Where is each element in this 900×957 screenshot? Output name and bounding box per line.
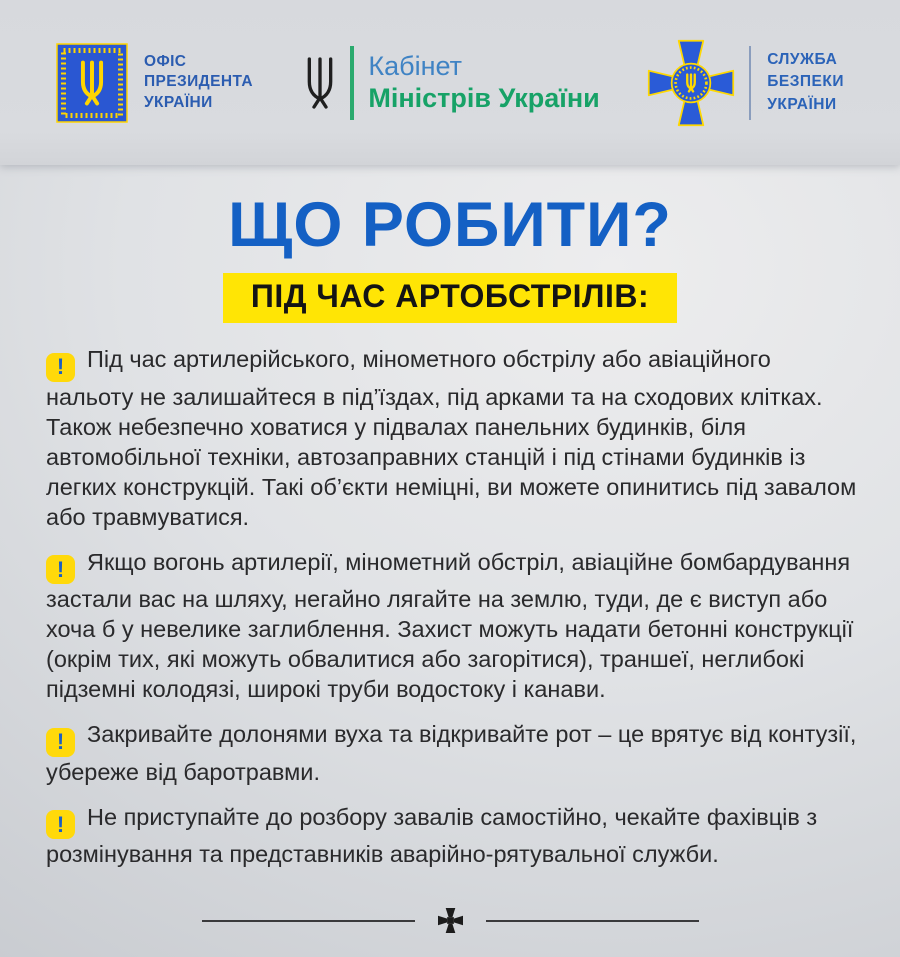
logo-cabinet-ministers: [300, 42, 599, 124]
divider-line-left: [202, 920, 415, 922]
office-president-label: [144, 52, 253, 113]
advice-list: [0, 323, 900, 869]
exclamation-icon: !: [46, 353, 75, 382]
sbu-divider: [749, 46, 751, 120]
logo-sbu: [647, 37, 844, 129]
subtitle-badge: ПІД ЧАС АРТОБСТРІЛІВ:: [223, 273, 677, 323]
advice-item-2: [46, 547, 858, 705]
sbu-line-3: УКРАЇНИ: [767, 95, 837, 113]
sbu-line-2: БЕЗПЕКИ: [767, 73, 844, 91]
op-line-2: ПРЕЗИДЕНТА: [144, 73, 253, 91]
cabinet-line-1: Кабінет: [368, 51, 462, 82]
footer-divider: [0, 908, 900, 933]
exclamation-icon: !: [46, 810, 75, 839]
op-line-1: ОФІС: [144, 52, 187, 70]
logo-office-president: [56, 43, 253, 123]
sbu-cross-emblem-icon: [647, 37, 735, 129]
cabinet-label: [368, 51, 599, 113]
cabinet-divider: [350, 46, 354, 120]
logos-header: [0, 0, 900, 165]
advice-text-4: Не приступайте до розбору завалів самостійно, чекайте фахівців з розмінування та представників аварійно-рятувальної служби.: [46, 803, 818, 867]
advice-item-3: [46, 719, 858, 787]
divider-line-right: [486, 920, 699, 922]
exclamation-icon: !: [46, 555, 75, 584]
advice-text-2: Якщо вогонь артилерії, мінометний обстріл, авіаційне бомбардування застали вас на шляху, негайно лягайте на землю, туди, де є виступ або хоча б у невелике заглиблення. Захист можуть надати бетонні конструкції (окрім тих, які можуть обвалитися або загорітися), траншеї, неглибокі підземні колодязі, широкі труби водостоку і канави.: [46, 548, 854, 702]
advice-item-4: [46, 802, 858, 870]
advice-item-1: [46, 344, 858, 532]
sbu-line-1: СЛУЖБА: [767, 50, 838, 68]
cabinet-trident-icon: [300, 42, 340, 124]
sbu-label: [767, 49, 844, 116]
cabinet-line-2: Міністрів України: [368, 82, 600, 113]
page-title: ЩО РОБИТИ?: [228, 190, 672, 260]
exclamation-icon: !: [46, 728, 75, 757]
advice-text-3: Закривайте долонями вуха та відкривайте рот – це врятує від контузії, убереже від баротравми.: [46, 721, 857, 785]
president-office-emblem-icon: [56, 43, 128, 123]
cross-pattee-icon: [438, 908, 463, 933]
op-line-3: УКРАЇНИ: [144, 93, 213, 111]
advice-text-1: Під час артилерійського, мінометного обстрілу або авіаційного нальоту не залишайтеся в під’їздах, під арками та на сходових клітках. Також небезпечно ховатися у підвалах панельних будинків, біля автомобільної техніки, автозаправних станцій і під стінами будинків із легких конструкцій. Такі об’єкти неміцні, ви можете опинитись під завалом або травмуватися.: [46, 346, 857, 530]
